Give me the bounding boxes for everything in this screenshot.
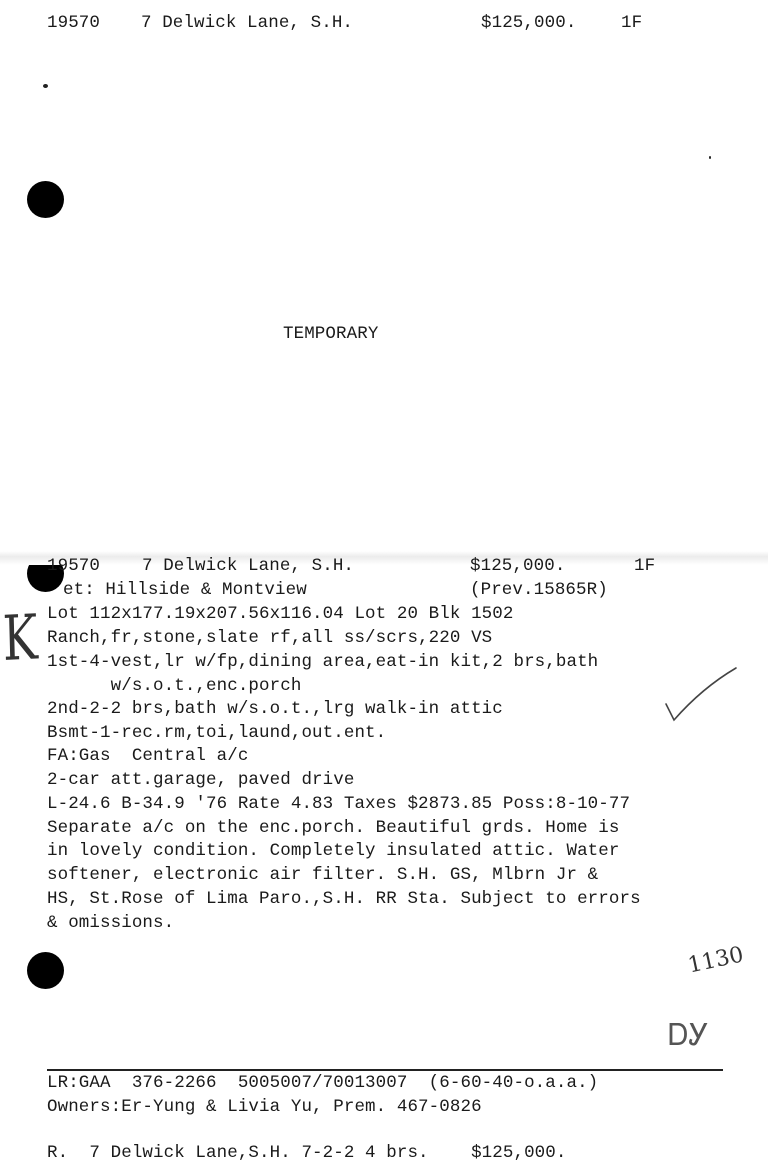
remarks-line: Separate a/c on the enc.porch. Beautiful grds. Home is xyxy=(47,818,620,838)
detail-line: Lot 112x177.19x207.56x116.04 Lot 20 Blk 1502 xyxy=(47,604,514,624)
detail-line: Ranch,fr,stone,slate rf,all ss/scrs,220 VS xyxy=(47,628,493,648)
detail-line: 2-car att.garage, paved drive xyxy=(47,770,355,790)
detail-line: Bsmt-1-rec.rm,toi,laund,out.ent. xyxy=(47,723,387,743)
detail-line: L-24.6 B-34.9 '76 Rate 4.83 Taxes $2873.85 Poss:8-10-77 xyxy=(47,794,631,814)
punch-hole xyxy=(27,181,64,218)
listing-address: 7 Delwick Lane, S.H. xyxy=(142,556,355,576)
punch-hole xyxy=(27,952,64,989)
listing-no: 19570 xyxy=(47,556,101,576)
previous-listing: (Prev.15865R) xyxy=(470,580,608,600)
temporary-stamp: TEMPORARY xyxy=(283,324,379,344)
remarks-line: softener, electronic air filter. S.H. GS, Mlbrn Jr & xyxy=(47,865,599,885)
remarks-line: in lovely condition. Completely insulated attic. Water xyxy=(47,841,620,861)
detail-line: w/s.o.t.,enc.porch xyxy=(47,676,302,696)
handwritten-number: 1130 xyxy=(685,942,746,979)
detail-line: FA:Gas Central a/c xyxy=(47,746,249,766)
remarks-line: HS, St.Rose of Lima Paro.,S.H. RR Sta. Subject to errors xyxy=(47,889,641,909)
listing-code: 1F xyxy=(634,556,656,576)
handwritten-initials: ᎠᎩ xyxy=(668,1018,710,1053)
footer-divider xyxy=(47,1069,723,1071)
cross-street: et: Hillside & Montview xyxy=(63,580,307,600)
owners-line: Owners:Er-Yung & Livia Yu, Prem. 467-0826 xyxy=(47,1097,482,1117)
header-code: 1F xyxy=(621,13,643,33)
listing-price: $125,000. xyxy=(470,556,566,576)
detail-line: 1st-4-vest,lr w/fp,dining area,eat-in kit,2 brs,bath xyxy=(47,652,599,672)
detail-line: 2nd-2-2 brs,bath w/s.o.t.,lrg walk-in attic xyxy=(47,699,503,719)
header-address: 7 Delwick Lane, S.H. xyxy=(141,13,354,33)
lister-line: LR:GAA 376-2266 5005007/70013007 (6-60-40-o.a.a.) xyxy=(47,1073,599,1093)
header-listing-no: 19570 xyxy=(47,13,101,33)
summary-line: R. 7 Delwick Lane,S.H. 7-2-2 4 brs. $125,000. xyxy=(47,1143,567,1163)
remarks-line: & omissions. xyxy=(47,913,175,933)
speck-mark xyxy=(709,156,711,159)
check-mark-icon xyxy=(664,664,744,724)
header-price: $125,000. xyxy=(481,13,577,33)
speck-mark xyxy=(43,84,48,88)
handwritten-letter: K xyxy=(1,600,39,675)
